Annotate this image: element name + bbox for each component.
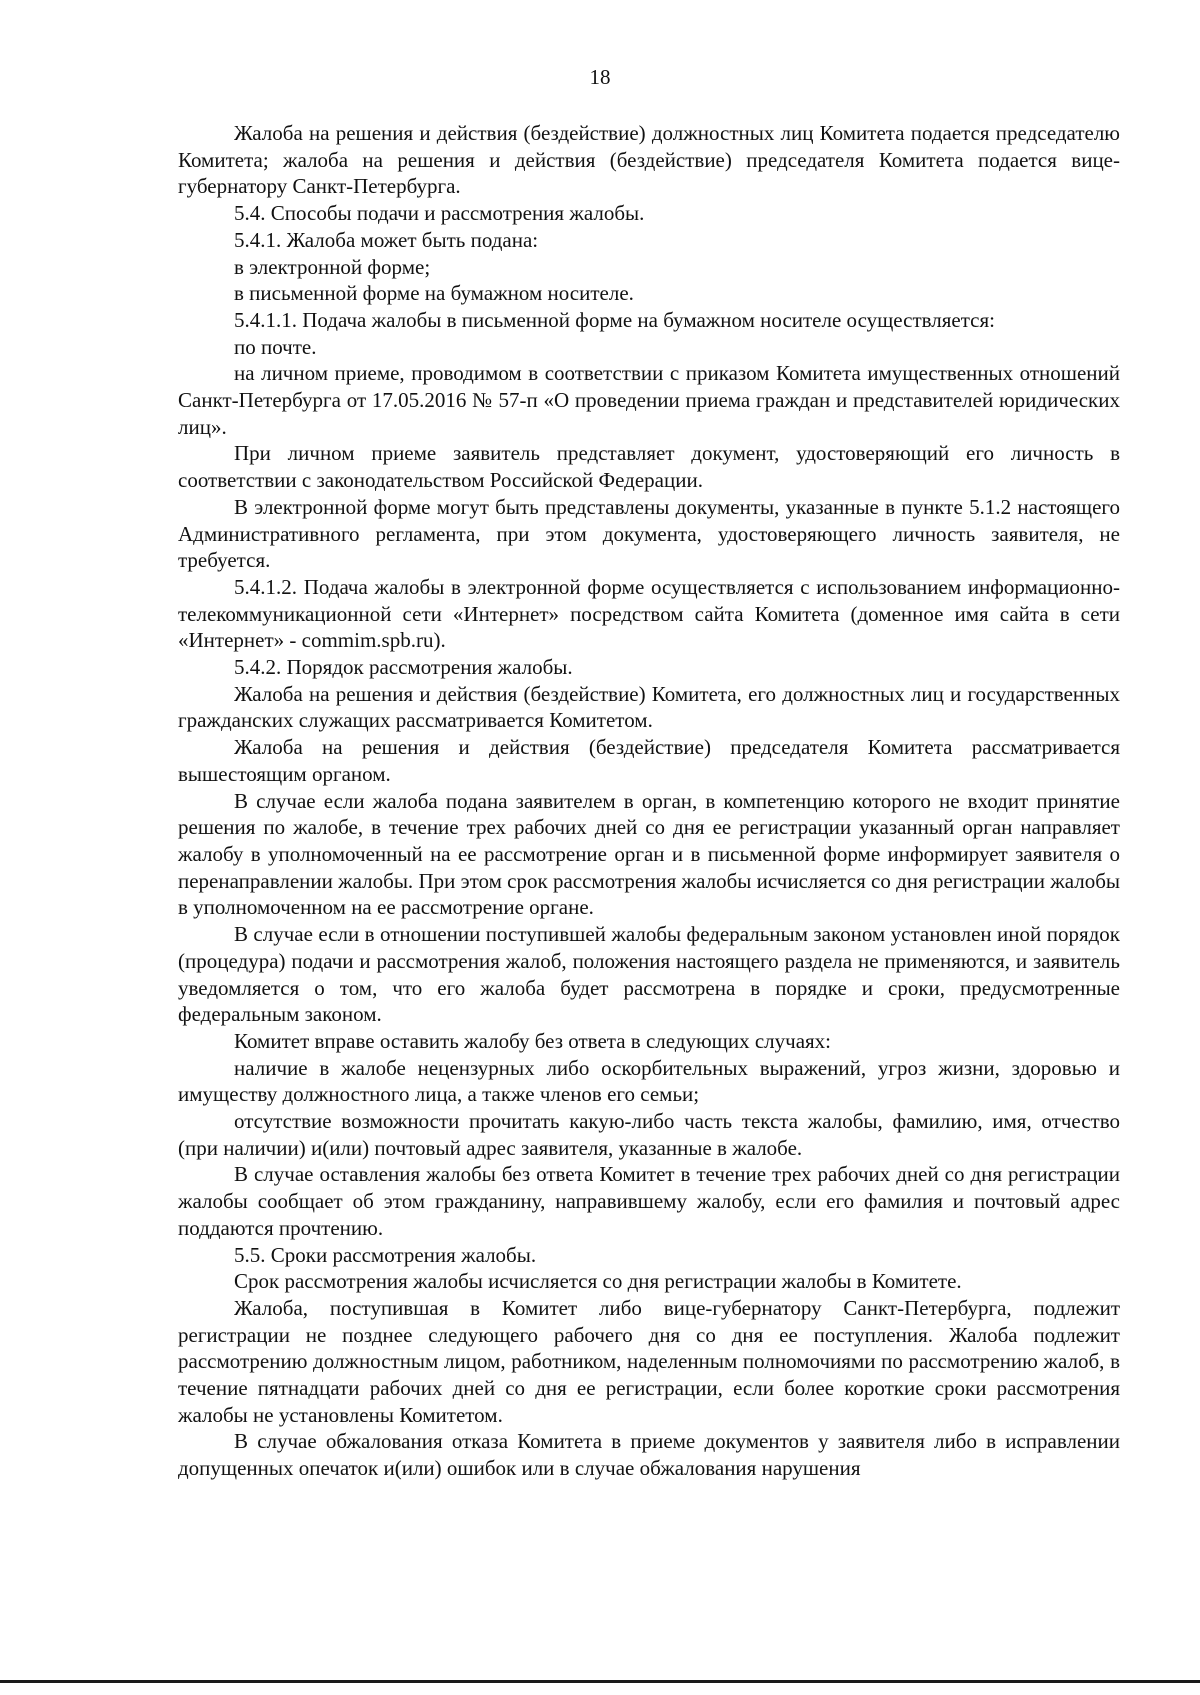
paragraph: В электронной форме могут быть представлены документы, указанные в пункте 5.1.2 настоящего Административного регламента, при этом документа, удостоверяющего личность заявителя, не требуется. [178,494,1120,573]
paragraph: 5.4.1.1. Подача жалобы в письменной форме на бумажном носителе осуществляется: [234,307,995,332]
list-item: в электронной форме; [234,254,431,279]
paragraph: Жалоба, поступившая в Комитет либо вице-губернатору Санкт-Петербурга, подлежит регистрации не позднее следующего рабочего дня со дня ее поступления. Жалоба подлежит рассмотрению должностным лицом, работником, наделенным полномочиями по рассмотрению жалоб, в течение пятнадцати рабочих дней со дня ее регистрации, если более короткие сроки рассмотрения жалобы не установлены Комитетом. [178,1295,1120,1427]
document-body [178,120,1120,1482]
list-item: наличие в жалобе нецензурных либо оскорбительных выражений, угроз жизни, здоровью и имуществу должностного лица, а также членов его семьи; [178,1055,1120,1107]
section-heading: 5.4.2. Порядок рассмотрения жалобы. [234,655,573,680]
list-item: отсутствие возможности прочитать какую-либо часть текста жалобы, фамилию, имя, отчество (при наличии) и(или) почтовый адрес заявителя, указанные в жалобе. [178,1109,1120,1160]
bottom-edge-line [0,1680,1200,1683]
list-item: на личном приеме, проводимом в соответствии с приказом Комитета имущественных отношений Санкт-Петербурга от 17.05.2016 № 57-п «О проведении приема граждан и представителей юридических лиц». [178,361,1120,439]
paragraph: В случае если жалоба подана заявителем в орган, в компетенцию которого не входит принятие решения по жалобе, в течение трех рабочих дней со дня ее регистрации указанный орган направляет жалобу в уполномоченный на ее рассмотрение орган и в письменной форме информирует заявителя о перенаправлении жалобы. При этом срок рассмотрения жалобы исчисляется со дня регистрации жалобы в уполномоченном на ее рассмотрение органе. [178,788,1120,920]
list-item: в письменной форме на бумажном носителе. [234,281,634,306]
section-heading: 5.4. Способы подачи и рассмотрения жалобы. [234,201,645,226]
paragraph: В случае оставления жалобы без ответа Комитет в течение трех рабочих дней со дня регистрации жалобы сообщает об этом гражданину, направившему жалобу, если его фамилия и почтовый адрес поддаются прочтению. [178,1162,1120,1240]
paragraph: Жалоба на решения и действия (бездействие) председателя Комитета рассматривается вышестоящим органом. [178,735,1120,786]
paragraph: В случае если в отношении поступившей жалобы федеральным законом установлен иной порядок (процедура) подачи и рассмотрения жалоб, положения настоящего раздела не применяются, и заявитель уведомляется о том, что его жалоба будет рассмотрена в порядке и сроки, предусмотренные федеральным законом. [178,922,1120,1027]
paragraph: Жалоба на решения и действия (бездействие) Комитета, его должностных лиц и государственных гражданских служащих рассматривается Комитетом. [178,681,1120,733]
paragraph: Комитет вправе оставить жалобу без ответа в следующих случаях: [234,1028,832,1053]
section-heading: 5.5. Сроки рассмотрения жалобы. [234,1242,537,1267]
paragraph: 5.4.1. Жалоба может быть подана: [234,227,539,252]
paragraph: В случае обжалования отказа Комитета в приеме документов у заявителя либо в исправлении допущенных опечаток и(или) ошибок или в случае обжалования нарушения [178,1429,1120,1481]
paragraph: При личном приеме заявитель представляет документ, удостоверяющий его личность в соответствии с законодательством Российской Федерации. [178,441,1120,493]
paragraph: Жалоба на решения и действия (бездействие) должностных лиц Комитета подается председателю Комитета; жалоба на решения и действия (бездействие) председателя Комитета подается вице-губернатору Санкт-Петербурга. [178,121,1120,199]
paragraph: Срок рассмотрения жалобы исчисляется со дня регистрации жалобы в Комитете. [234,1269,962,1294]
page-number: 18 [589,65,611,89]
list-item: по почте. [234,334,317,359]
paragraph: 5.4.1.2. Подача жалобы в электронной форме осуществляется с использованием информационно-телекоммуникационной сети «Интернет» посредством сайта Комитета (доменное имя сайта в сети «Интернет» - commim.spb.ru). [178,574,1120,653]
